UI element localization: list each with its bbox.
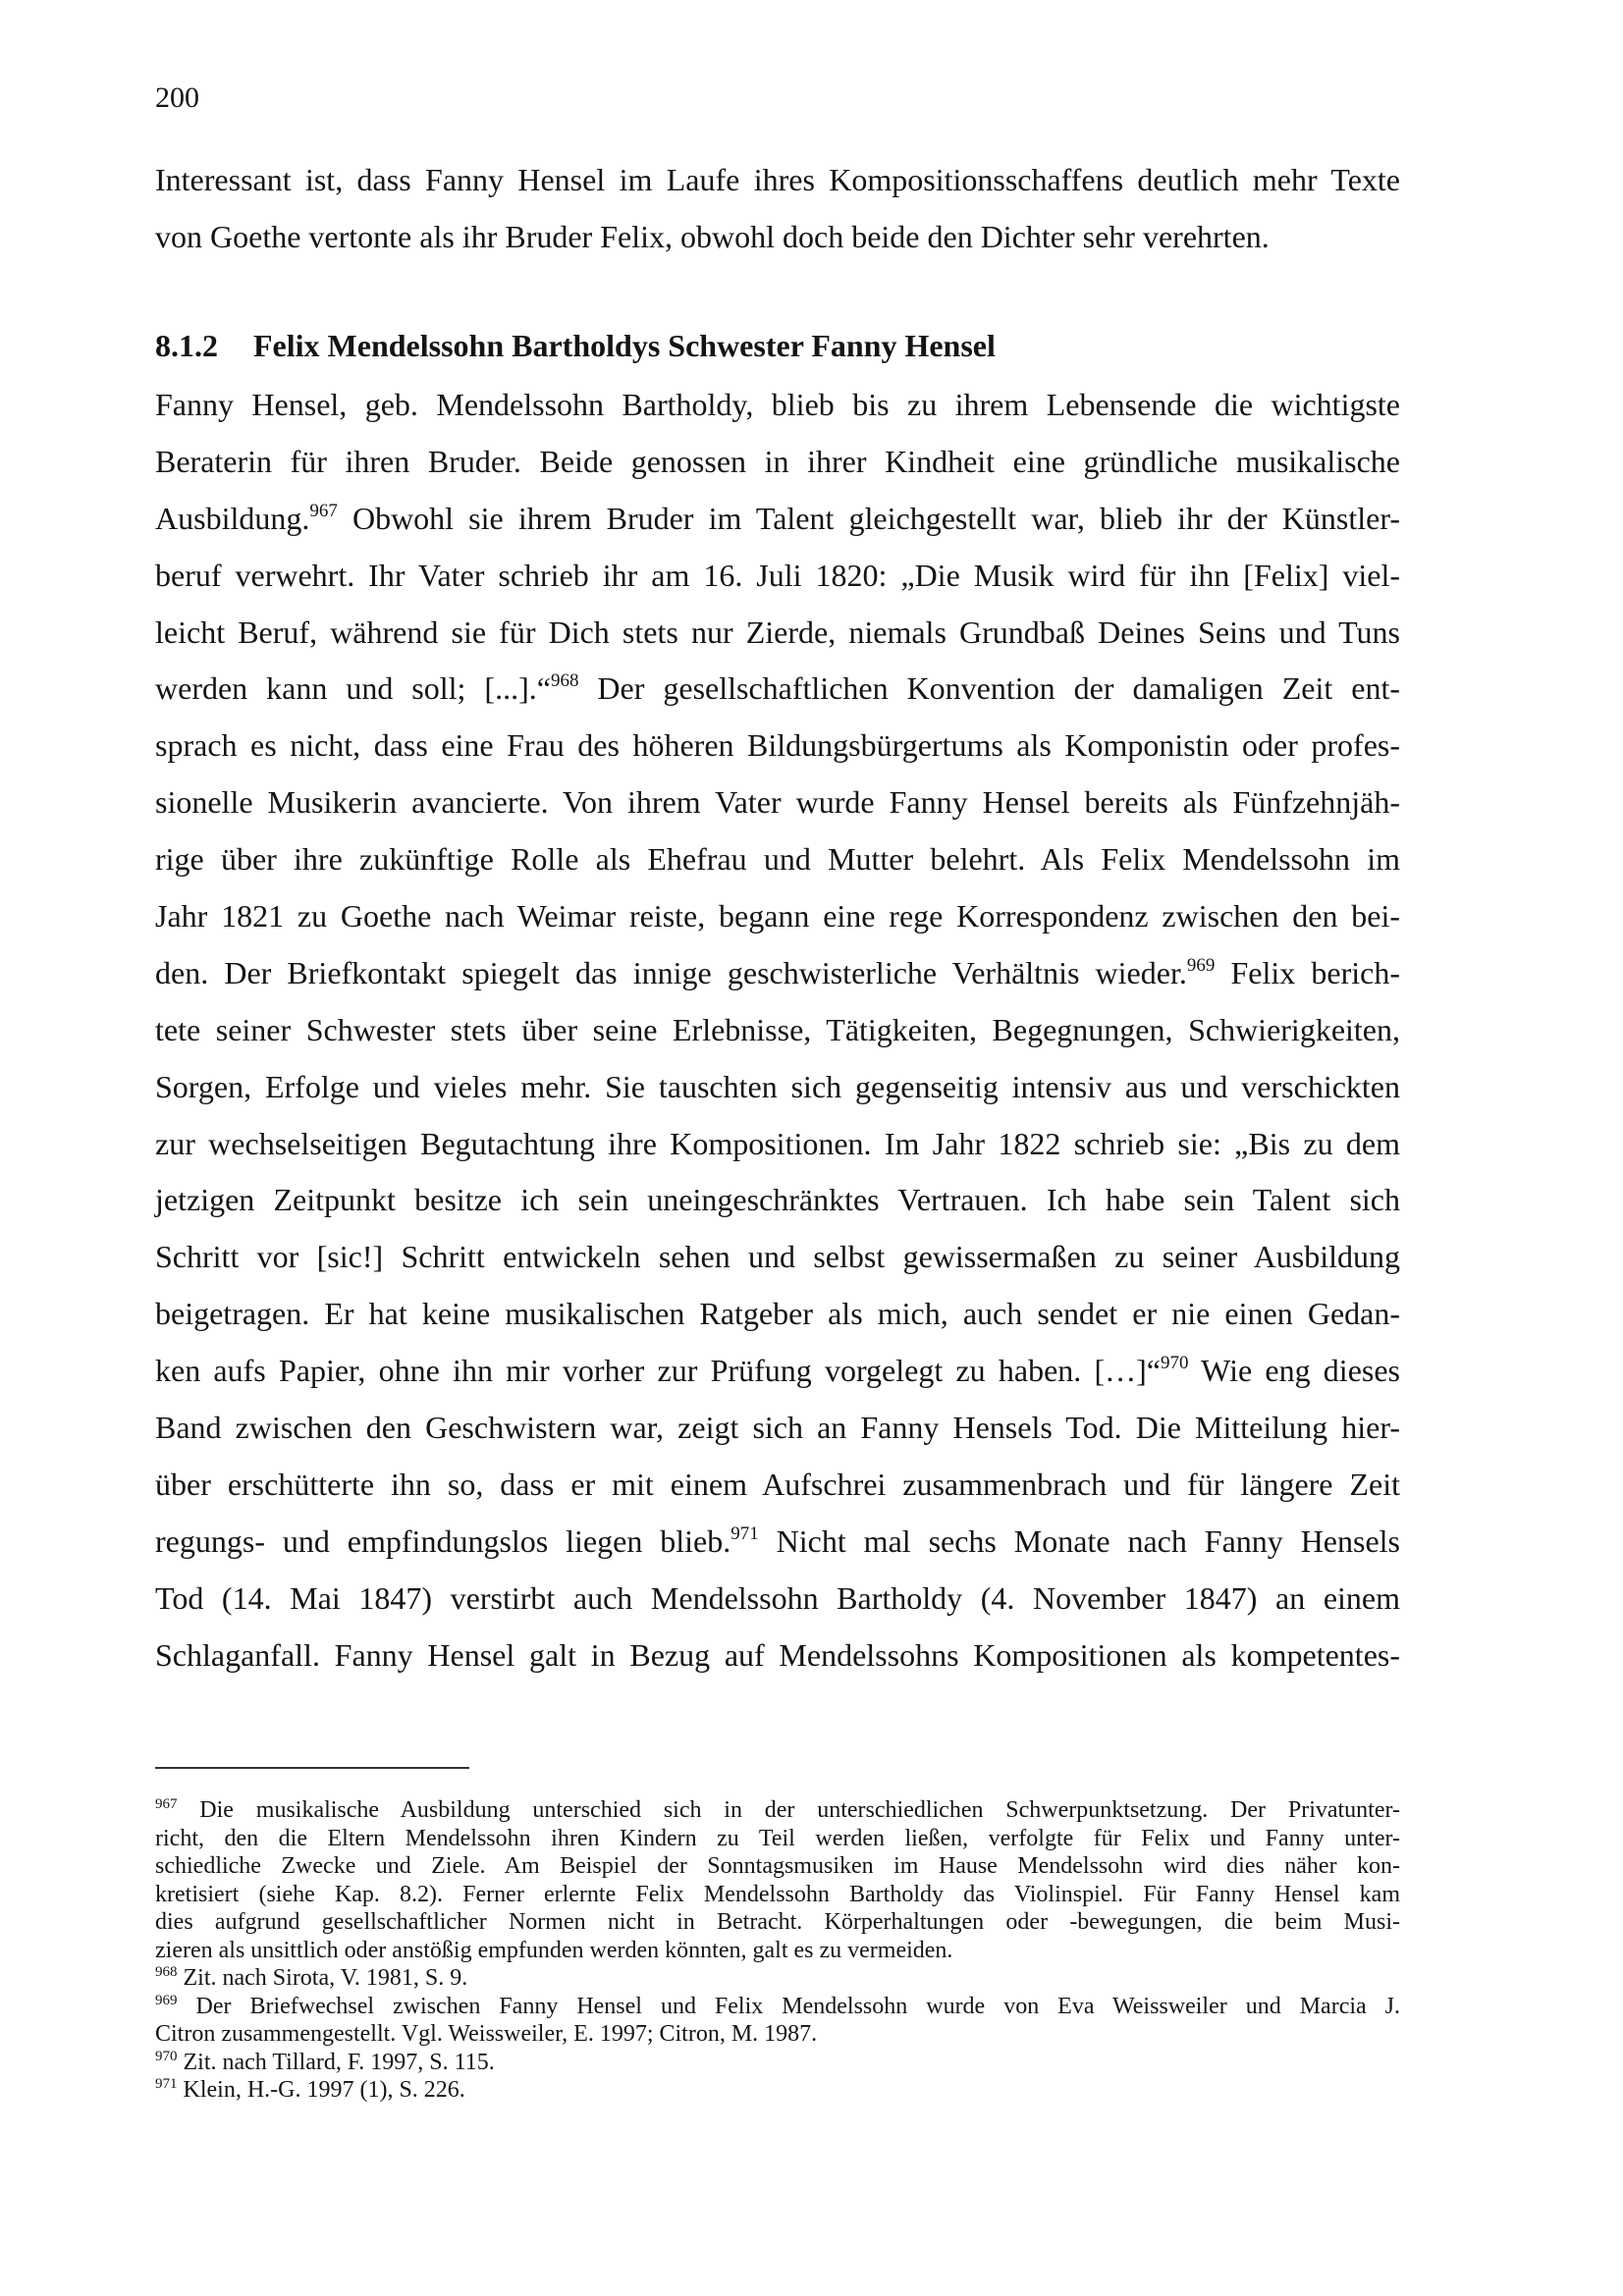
text-line: sprach es nicht, dass eine Frau des höheren Bildungsbürgertums als Komponistin oder profes- [155,727,1400,764]
footnote-line [155,2049,1400,2077]
text-line: sionelle Musikerin avancierte. Von ihrem Vater wurde Fanny Hensel bereits als Fünfzehnjäh- [155,784,1400,821]
line-text: Die musikalische Ausbildung unterschied sich in der unterschiedlichen Schwerpunktsetzung. Der Privatunter- [177,1797,1400,1823]
footnote-line: dies aufgrund gesellschaftlicher Normen nicht in Betracht. Körperhaltungen oder -bewegungen, die beim Musi- [155,1909,1400,1935]
line-text: Klein, H.-G. 1997 (1), S. 226. [177,2077,465,2103]
footnote-line: schiedliche Zwecke und Ziele. Am Beispiel der Sonntagsmusiken im Hause Mendelssohn wird dies näher kon- [155,1853,1400,1879]
line-text: Zit. nach Sirota, V. 1981, S. 9. [177,1965,468,1991]
text-line [155,945,1400,1002]
text-line: über erschütterte ihn so, dass er mit einem Aufschrei zusammenbrach und für längere Zeit [155,1466,1400,1502]
text-line [155,661,1400,718]
text-line [155,491,1400,548]
text-line: Jahr 1821 zu Goethe nach Weimar reiste, begann eine rege Korrespondenz zwischen den bei- [155,898,1400,934]
text-line: leicht Beruf, während sie für Dich stets nur Zierde, niemals Grundbaß Deines Seins und Tuns [155,614,1400,650]
text-line: von Goethe vertonte als ihr Bruder Felix, obwohl doch beide den Dichter sehr verehrten. [155,218,1270,254]
footnote-marker[interactable]: 968 [155,1964,178,1980]
footnote-marker[interactable]: 967 [155,1796,178,1812]
section-heading [155,324,996,367]
footnote-line [155,1964,1400,1993]
page-number: 200 [155,81,199,114]
text-line: zur wechselseitigen Begutachtung ihre Kompositionen. Im Jahr 1822 schrieb sie: „Bis zu dem [155,1125,1400,1161]
section-number: 8.1.2 [155,328,218,363]
text-line: Fanny Hensel, geb. Mendelssohn Bartholdy, blieb bis zu ihrem Lebensende die wichtigste [155,387,1400,422]
footnote-marker[interactable]: 970 [155,2048,178,2064]
footnotes [155,1796,1400,2105]
footnote-marker[interactable]: 968 [550,670,579,692]
text-line [155,1514,1400,1571]
footnote-marker[interactable]: 970 [1161,1353,1189,1374]
footnote-line [155,1993,1400,2021]
line-text: Felix berich- [1215,954,1401,990]
footnote-line [155,2076,1400,2105]
text-line: jetzigen Zeitpunkt besitze ich sein uneingeschränktes Vertrauen. Ich habe sein Talent sich [155,1182,1400,1218]
line-text: Zit. nach Tillard, F. 1997, S. 115. [177,2049,495,2075]
line-text: Ausbildung. [155,500,310,536]
text-line: beigetragen. Er hat keine musikalischen Ratgeber als mich, auch sendet er nie einen Gedan- [155,1296,1400,1332]
text-line: Schritt vor [sic!] Schritt entwickeln sehen und selbst gewissermaßen zu seiner Ausbildung [155,1239,1400,1275]
text-line: Band zwischen den Geschwistern war, zeigt sich an Fanny Hensels Tod. Die Mitteilung hier- [155,1410,1400,1446]
text-line: Schlaganfall. Fanny Hensel galt in Bezug auf Mendelssohns Kompositionen als kompetentes- [155,1636,1400,1673]
footnote-line: richt, den die Eltern Mendelssohn ihren Kindern zu Teil werden ließen, verfolgte für Felix und Fanny unter- [155,1825,1400,1851]
body-paragraph [155,377,1400,1683]
text-line: Beraterin für ihren Bruder. Beide genossen in ihrer Kindheit eine gründliche musikalische [155,443,1400,479]
line-text: ken aufs Papier, ohne ihn mir vorher zur Prüfung vorgelegt zu haben. […]“ [155,1353,1162,1389]
text-line: rige über ihre zukünftige Rolle als Ehefrau und Mutter belehrt. Als Felix Mendelssohn im [155,841,1400,878]
footnote-line: zieren als unsittlich oder anstößig empfunden werden könnten, galt es zu vermeiden. [155,1937,953,1963]
line-text: Der Briefwechsel zwischen Fanny Hensel und Felix Mendelssohn wurde von Eva Weissweiler und Marcia J. [177,1993,1400,2019]
footnote-line [155,1796,1400,1825]
footnote-marker[interactable]: 971 [155,2076,178,2092]
footnote-marker[interactable]: 969 [155,1992,178,2008]
footnote-line: Citron zusammengestellt. Vgl. Weissweiler, E. 1997; Citron, M. 1987. [155,2021,818,2047]
footnote-marker[interactable]: 969 [1186,954,1216,976]
line-text: Nicht mal sechs Monate nach Fanny Hensels [758,1522,1401,1559]
footnote-separator [155,1767,469,1769]
line-text: regungs- und empfindungslos liegen blieb. [155,1522,731,1559]
line-text: den. Der Briefkontakt spiegelt das innige geschwisterliche Verhältnis wieder. [155,954,1187,990]
footnote-marker[interactable]: 971 [730,1522,759,1544]
line-text: Der gesellschaftlichen Konvention der damaligen Zeit ent- [578,670,1401,707]
footnote-marker[interactable]: 967 [309,500,338,521]
text-line: Interessant ist, dass Fanny Hensel im Laufe ihres Kompositionsschaffens deutlich mehr Texte [155,162,1400,197]
text-line: Sorgen, Erfolge und vieles mehr. Sie tauschten sich gegenseitig intensiv aus und verschickten [155,1068,1400,1104]
text-line [155,1343,1400,1400]
text-line: tete seiner Schwester stets über seine Erlebnisse, Tätigkeiten, Begegnungen, Schwierigkeiten, [155,1011,1400,1047]
line-text: Obwohl sie ihrem Bruder im Talent gleichgestellt war, blieb ihr der Künstler- [337,500,1400,536]
text-line: Tod (14. Mai 1847) verstirbt auch Mendelssohn Bartholdy (4. November 1847) an einem [155,1579,1400,1616]
intro-paragraph [155,152,1400,266]
footnote-line: kretisiert (siehe Kap. 8.2). Ferner erlernte Felix Mendelssohn Bartholdy das Violinspiel. Für Fanny Hensel kam [155,1881,1400,1907]
line-text: werden kann und soll; [...].“ [155,670,551,707]
section-title: Felix Mendelssohn Bartholdys Schwester Fanny Hensel [253,328,996,363]
text-line: beruf verwehrt. Ihr Vater schrieb ihr am 16. Juli 1820: „Die Musik wird für ihn [Felix] viel- [155,557,1400,593]
line-text: Wie eng dieses [1188,1353,1401,1389]
